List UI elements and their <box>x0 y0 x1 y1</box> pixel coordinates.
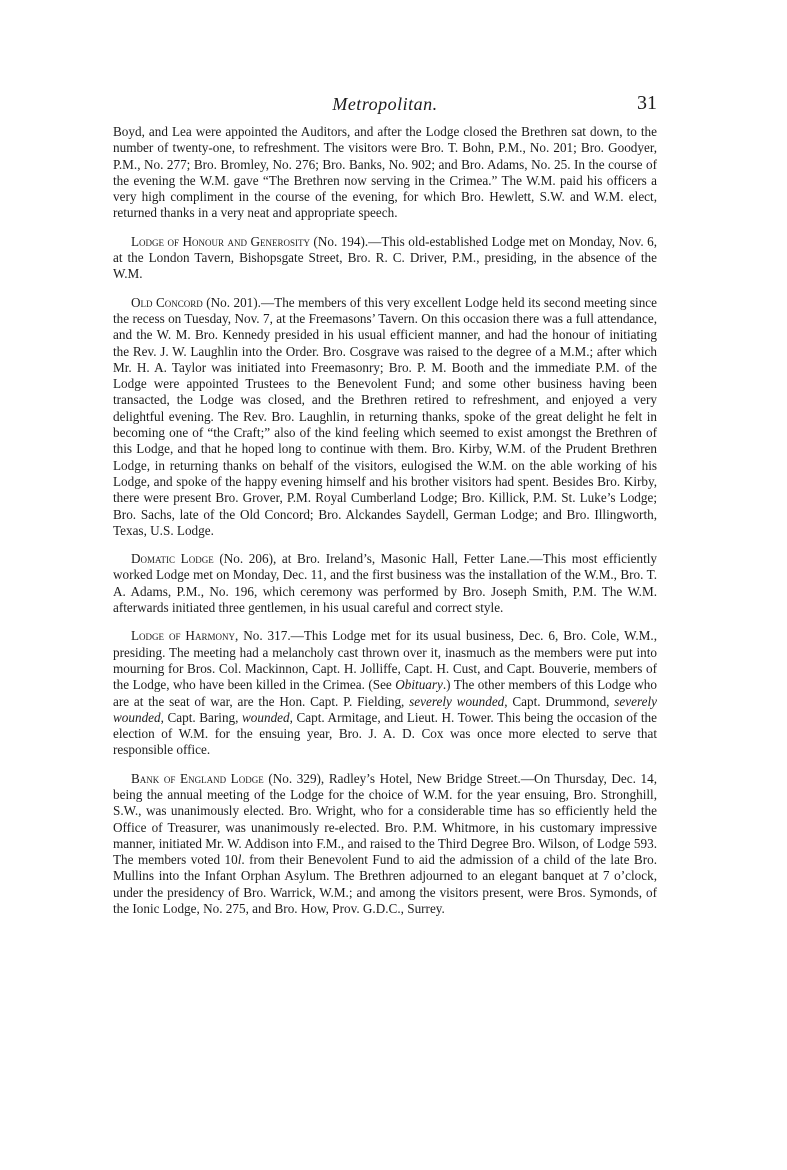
article-body <box>113 124 657 917</box>
page <box>113 88 657 929</box>
page-number: 31 <box>637 92 657 114</box>
italic-text: severely wounded <box>113 693 657 725</box>
paragraph-bank-of-england-lodge <box>113 771 657 918</box>
paragraph-domatic-lodge <box>113 551 657 616</box>
text-run: , No. 317.—This Lodge met for its usual business, Dec. 6, Bro. Cole, W.M., presiding. The meeting had a melancholy cast thrown over it, inasmuch as the members were put into mourning for Bros. Col. Mackinnon, Capt. H. Jolliffe, Capt. H. Cust, and Capt. Bouverie, members of the Lodge, who have been killed in the Crimea. (See <box>113 628 657 693</box>
text-run: , Capt. Armitage, and Lieut. H. Tower. This being the occasion of the election of W.M. for the ensuing year, Bro. J. A. D. Cox was once more elected to serve that responsible office. <box>113 709 657 758</box>
paragraph-lodge-of-honour <box>113 234 657 283</box>
lodge-name: Lodge of Honour and Generosity <box>131 233 310 249</box>
text-run: , Capt. Drummond, <box>504 693 615 709</box>
paragraph-continuation <box>113 124 657 222</box>
running-head <box>113 88 657 124</box>
italic-text: wounded <box>242 709 290 725</box>
lodge-name: Old Concord <box>131 294 203 310</box>
text-run: (No. 201).—The members of this very excellent Lodge held its second meeting since the recess on Tuesday, Nov. 7, at the Freemasons’ Tavern. On this occasion there was a full attendance, and the W. M. Bro. Kennedy presided in his usual efficient manner, and had the honour of initiating the Rev. J. W. Laughlin into the Order. Bro. Cosgrave was raised to the degree of a M.M.; after which Mr. H. A. Taylor was initiated into Freemasonry; Bro. P. M. Booth and the immediate P.M. of the Lodge were appointed Trustees to the Benevolent Fund; and some other business having been transacted, the Lodge was closed, and the Brethren retired to refreshment, and enjoyed a very delightful evening. The Rev. Bro. Laughlin, in returning thanks, spoke of the great delight he felt in becoming one of “the Craft;” also of the kind feeling which seemed to exist amongst the Brethren of this Lodge, and that he hoped long to continue with them. Bro. Kirby, W.M. of the Prudent Brethren Lodge, in returning thanks on behalf of the visitors, eulogised the W.M. on the able working of his Lodge, and spoke of the happy evening himself and his brother visitors had spent. Besides Bro. Kirby, there were present Bro. Grover, P.M. Royal Cumberland Lodge; Bro. Killick, P.M. St. Luke’s Lodge; Bro. Sachs, late of the Old Concord; Bro. Alckandes Saydell, German Lodge; and Bro. Illingworth, Texas, U.S. Lodge. <box>113 294 658 538</box>
paragraph-old-concord <box>113 295 657 539</box>
italic-text: l <box>237 852 242 868</box>
running-title: Metropolitan. <box>332 94 438 114</box>
text-run: (No. 329), Radley’s Hotel, New Bridge Street.—On Thursday, Dec. 14, being the annual meeting of the Lodge for the choice of W.M. for the year ensuing, Bro. Stronghill, S.W., was unanimously elected. Bro. Wright, who for a considerable time has so efficiently held the Office of Treasurer, was unanimously re-elected. Bro. P.M. Whitmore, in his customary impressive manner, initiated Mr. W. Addison into F.M., and raised to the Third Degree Bro. Wilson, of Lodge 593. The members voted 10 <box>113 770 657 868</box>
text-run: , Capt. Baring, <box>160 709 243 725</box>
text-run: (No. 206), at Bro. Ireland’s, Masonic Hall, Fetter Lane.—This most efficiently worked Lodge met on Monday, Dec. 11, and the first business was the installation of the W.M., Bro. T. A. Adams, P.M., No. 196, which ceremony was performed by Bro. Joseph Smith, P.M. The W.M. afterwards initiated three gentlemen, in his usual careful and correct style. <box>113 551 657 616</box>
italic-text: Obituary <box>395 677 443 693</box>
text-run: .) The other members of this Lodge who are at the seat of war, are the Hon. Capt. P. Fielding, <box>113 677 657 709</box>
lodge-name: Lodge of Harmony <box>131 628 235 644</box>
italic-text: severely wounded <box>409 693 505 709</box>
paragraph-lodge-of-harmony <box>113 628 657 758</box>
lodge-name: Bank of England Lodge <box>131 770 264 786</box>
text-run: . from their Benevolent Fund to aid the admission of a child of the late Bro. Mullins into the Infant Orphan Asylum. The Brethren adjourned to an elegant banquet at 7 o’clock, under the presidency of Bro. Warrick, W.M.; and among the visitors present, were Bros. Symonds, of the Ionic Lodge, No. 275, and Bro. How, Prov. G.D.C., Surrey. <box>113 852 657 917</box>
text-run: Boyd, and Lea were appointed the Auditors, and after the Lodge closed the Brethren sat down, to the number of twenty-one, to refreshment. The visitors were Bro. T. Bohn, P.M., No. 201; Bro. Goodyer, P.M., No. 277; Bro. Bromley, No. 276; Bro. Banks, No. 902; and Bro. Adams, No. 25. In the course of the evening the W.M. gave “The Brethren now serving in the Crimea.” The W.M. paid his officers a very high compliment in the course of the evening, for which Bro. Hewlett, S.W. and W.M. elect, returned thanks in a very neat and appropriate speech. <box>113 124 657 221</box>
lodge-name: Domatic Lodge <box>131 551 214 567</box>
text-run: (No. 194).—This old-established Lodge met on Monday, Nov. 6, at the London Tavern, Bishopsgate Street, Bro. R. C. Driver, P.M., presiding, in the absence of the W.M. <box>113 233 657 282</box>
